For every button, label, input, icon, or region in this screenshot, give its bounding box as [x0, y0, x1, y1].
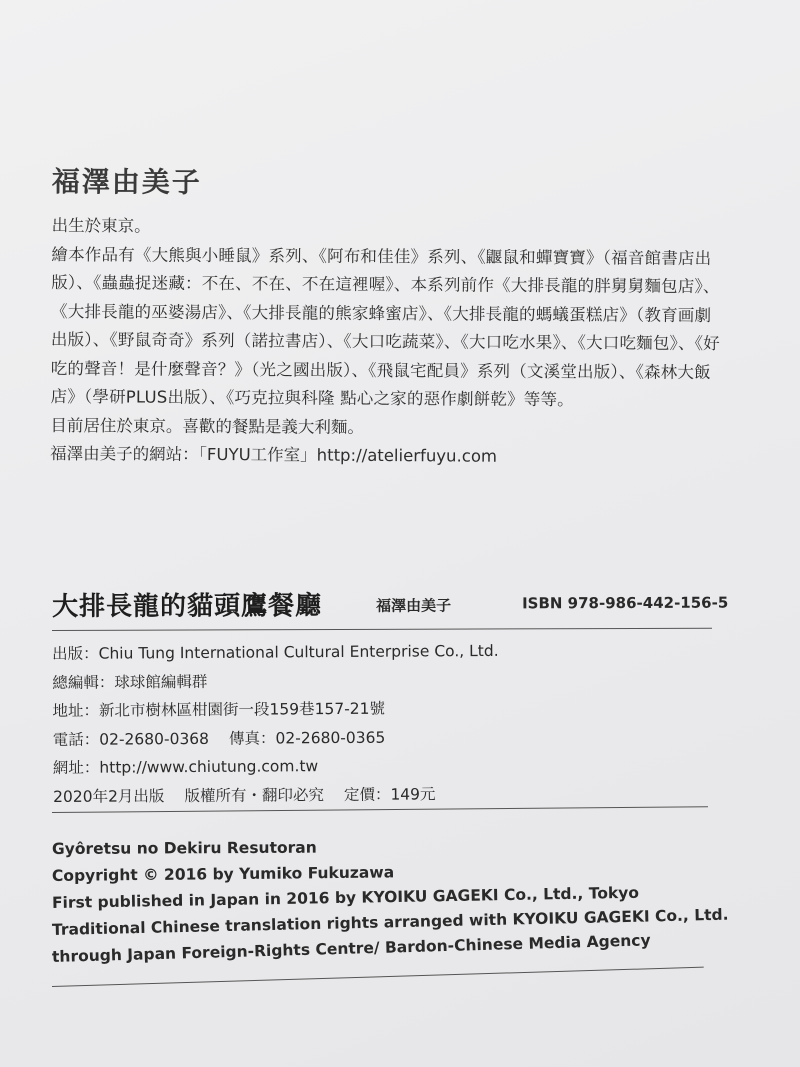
author-bio-section	[50, 160, 722, 473]
first-published-line: First published in Japan in 2016 by KYOIKU GAGEKI Co., Ltd., Tokyo	[51, 883, 640, 912]
rights-notice: 版權所有・翻印必究	[184, 786, 324, 806]
rights-credits-section	[52, 836, 732, 971]
bio-website: 福澤由美子的網站：「FUYU工作室」http://atelierfuyu.com	[50, 443, 498, 466]
title-divider	[52, 628, 712, 631]
publisher-line: 出版：Chiu Tung International Cultural Enterprise Co., Ltd.	[52, 641, 499, 663]
contact-line	[53, 721, 713, 754]
phone-number: 電話：02-2680-0368	[52, 729, 210, 749]
book-title: 大排長龍的貓頭鷹餐廳	[52, 591, 323, 622]
original-title: Gyôretsu no Dekiru Resutoran	[51, 838, 317, 858]
isbn-number: ISBN 978-986-442-156-5	[522, 593, 729, 613]
book-title-row	[52, 582, 729, 628]
author-name-heading: 福澤由美子	[51, 164, 202, 199]
bio-birthplace: 出生於東京。	[51, 215, 151, 236]
bio-works-list: 繪本作品有《大熊與小睡鼠》系列、《阿布和佳佳》系列、《鼴鼠和蟬寶寶》（福音館書店出版）、《蟲蟲捉迷藏：不在、不在、不在這裡喔》、本系列前作《大排長龍的胖舅舅麵包店》、《大排長龍的巫婆湯店》、《大排長龍的熊家蜂蜜店》、《大排長龍的螞蟻蛋糕店》（教育画劇出版）、《野鼠奇奇》系列（諾拉書店）、《大口吃蔬菜》、《大口吃水果》、《大口吃麵包》、《好吃的聲音！是什麼聲音？》（光之國出版）、《飛鼠宅配員》系列（文溪堂出版）、《森林大飯店》（學研PLUS出版）、《巧克拉與科隆 點心之家的惡作劇餅乾》等等。	[50, 244, 720, 410]
publisher-info-section	[52, 635, 713, 811]
fax-number: 傳真：02-2680-0365	[228, 728, 386, 748]
bio-residence: 目前居住於東京。喜歡的餐點是義大利麵。	[50, 415, 364, 437]
address-line: 地址：新北市樹林區柑園街一段159巷157-21號	[52, 699, 386, 721]
agency-line: through Japan Foreign-Rights Centre/ Bardon-Chinese Media Agency	[51, 931, 651, 966]
website-line: 網址：http://www.chiutung.com.tw	[52, 757, 319, 778]
editor-line: 總編輯：球球館編輯群	[52, 672, 208, 692]
copyright-line: Copyright © 2016 by Yumiko Fukuzawa	[51, 863, 395, 885]
translation-rights-line: Traditional Chinese translation rights arranged with KYOIKU GAGEKI Co., Ltd.	[51, 905, 729, 939]
book-author: 福澤由美子	[376, 596, 452, 615]
publish-date: 2020年2月出版	[53, 787, 165, 806]
price-label: 定價：149元	[343, 785, 436, 804]
